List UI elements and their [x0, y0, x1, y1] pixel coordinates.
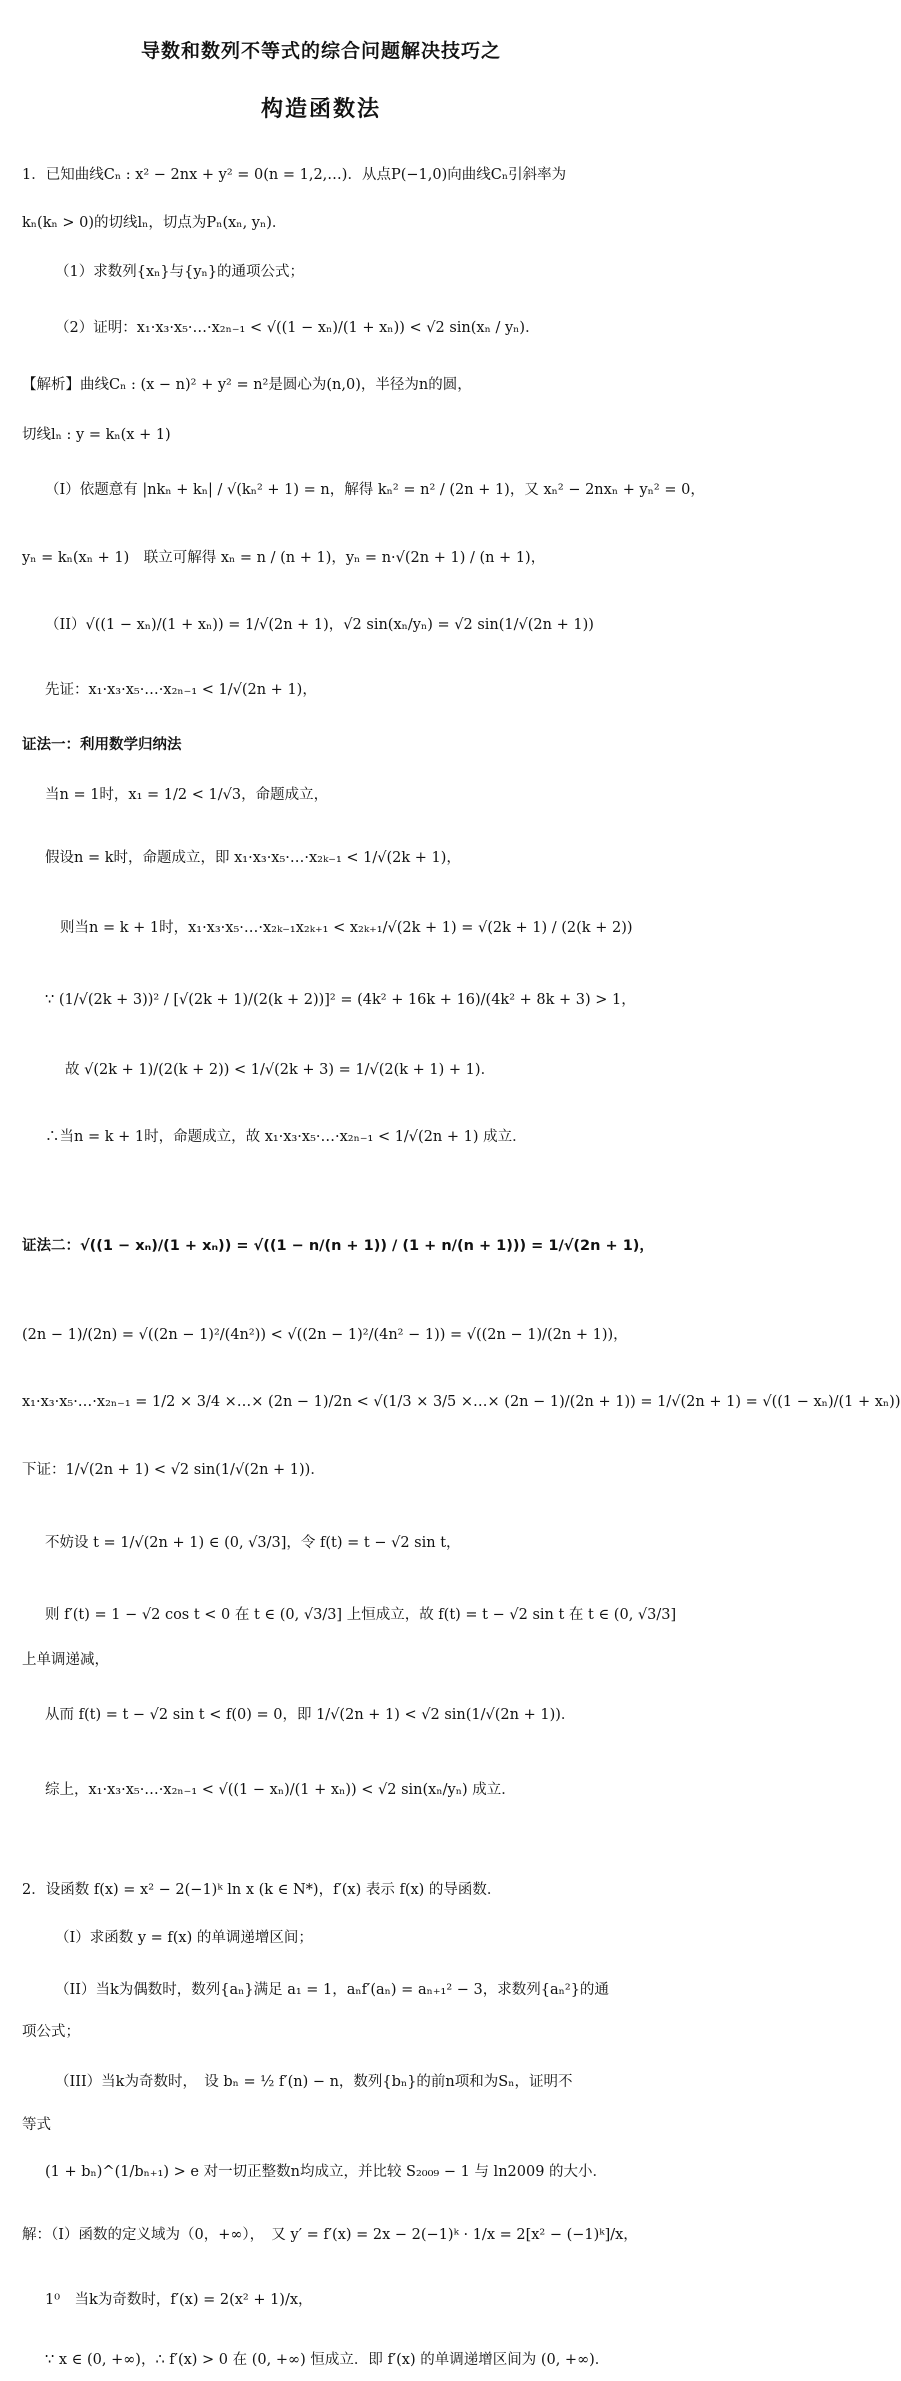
text-line-s1-2: 切线lₙ : y = kₙ(x + 1) [22, 427, 171, 443]
text-line-s2-3: ∵ x ∈ (0, +∞)，∴ f′(x) > 0 在 (0, +∞) 恒成立．即 f′(x) 的单调递增区间为 (0, +∞)． [45, 2352, 610, 2368]
text-line-pf2-4: 不妨设 t = 1/√(2n + 1) ∈ (0, √3/3]，令 f(t) = t − √2 sin t， [45, 1535, 461, 1551]
text-line-p2-3: （II）当k为偶数时，数列{aₙ}满足 a₁ = 1，aₙf′(aₙ) = aₙ₊₁² − 3，求数列{aₙ²}的通 [55, 1982, 609, 1998]
text-line-s1-6: 先证：x₁·x₃·x₅·…·x₂ₙ₋₁ < 1/√(2n + 1)， [45, 682, 317, 698]
text-line-p1-4: （2）证明：x₁·x₃·x₅·…·x₂ₙ₋₁ < √((1 − xₙ)/(1 + xₙ)) < √2 sin(xₙ / yₙ)． [55, 320, 540, 336]
text-line-p2-6: 等式 [22, 2117, 51, 2133]
text-line-p2-7: (1 + bₙ)^(1/bₙ₊₁) > e 对一切正整数n均成立，并比较 S₂₀₀₉ − 1 与 ln2009 的大小． [45, 2164, 608, 2180]
text-line-pf1-4: ∵ (1/√(2k + 3))² / [√(2k + 1)/(2(k + 2))]² = (4k² + 16k + 16)/(4k² + 8k + 3) > 1， [45, 992, 636, 1008]
text-line-pf1-6: ∴当n = k + 1时，命题成立，故 x₁·x₃·x₅·…·x₂ₙ₋₁ < 1/√(2n + 1) 成立． [45, 1129, 527, 1145]
text-line-pf1-3: 则当n = k + 1时，x₁·x₃·x₅·…·x₂ₖ₋₁x₂ₖ₊₁ < x₂ₖ₊₁/√(2k + 1) = √(2k + 1) / (2(k + 2)) [60, 920, 633, 936]
text-line-s1-5: （II）√((1 − xₙ)/(1 + xₙ)) = 1/√(2n + 1)，√2 sin(xₙ/yₙ) = √2 sin(1/√(2n + 1)) [45, 617, 594, 633]
text-line-pf2: 证法二：√((1 − xₙ)/(1 + xₙ)) = √((1 − n/(n + 1)) / (1 + n/(n + 1))) = 1/√(2n + 1)， [22, 1238, 654, 1254]
text-line-pf2-5: 则 f′(t) = 1 − √2 cos t < 0 在 t ∈ (0, √3/3] 上恒成立，故 f(t) = t − √2 sin t 在 t ∈ (0, √3/3] [45, 1607, 677, 1623]
text-line-pf2-8: 综上，x₁·x₃·x₅·…·x₂ₙ₋₁ < √((1 − xₙ)/(1 + xₙ)) < √2 sin(xₙ/yₙ) 成立． [45, 1782, 516, 1798]
text-line-p2-2: （I）求函数 y = f(x) 的单调递增区间； [55, 1930, 313, 1946]
text-line-pf2-1: (2n − 1)/(2n) = √((2n − 1)²/(4n²)) < √((2n − 1)²/(4n² − 1)) = √((2n − 1)/(2n + 1))， [22, 1327, 628, 1343]
text-line-s1-1: 【解析】曲线Cₙ : (x − n)² + y² = n²是圆心为(n,0)，半径为n的圆， [22, 377, 472, 393]
text-line-s1-4: yₙ = kₙ(xₙ + 1) 联立可解得 xₙ = n / (n + 1)，yₙ = n·√(2n + 1) / (n + 1)， [22, 550, 546, 566]
text-line-pf1-1: 当n = 1时，x₁ = 1/2 < 1/√3，命题成立， [45, 787, 329, 803]
text-line-pf1-2: 假设n = k时，命题成立，即 x₁·x₃·x₅·…·x₂ₖ₋₁ < 1/√(2k + 1)， [45, 850, 461, 866]
text-line-s1-3: （I）依题意有 |nkₙ + kₙ| / √(kₙ² + 1) = n，解得 kₙ² = n² / (2n + 1)，又 xₙ² − 2nxₙ + yₙ² = 0， [45, 482, 705, 498]
text-line-pf2-7: 从而 f(t) = t − √2 sin t < f(0) = 0，即 1/√(2n + 1) < √2 sin(1/√(2n + 1))． [45, 1707, 576, 1723]
text-line-p2-1: 2．设函数 f(x) = x² − 2(−1)ᵏ ln x (k ∈ N*)，f′(x) 表示 f(x) 的导函数． [22, 1882, 502, 1898]
document-subtitle: 构造函数法 [260, 97, 381, 122]
text-line-pf1: 证法一：利用数学归纳法 [22, 737, 182, 753]
text-line-pf1-5: 故 √(2k + 1)/(2(k + 2)) < 1/√(2k + 3) = 1/√(2(k + 1) + 1)． [65, 1062, 496, 1078]
text-line-p1-3: （1）求数列{xₙ}与{yₙ}的通项公式； [55, 264, 305, 280]
text-line-p1-1: 1．已知曲线Cₙ : x² − 2nx + y² = 0(n = 1,2,…)．从点P(−1,0)向曲线Cₙ引斜率为 [22, 167, 567, 183]
text-line-p2-5: （III）当k为奇数时， 设 bₙ = ½ f′(n) − n，数列{bₙ}的前n项和为Sₙ，证明不 [55, 2074, 573, 2090]
document-title: 导数和数列不等式的综合问题解决技巧之 [140, 40, 501, 62]
text-line-pf2-6: 上单调递减， [22, 1652, 109, 1668]
text-line-s2-2: 1⁰ 当k为奇数时，f′(x) = 2(x² + 1)/x， [45, 2292, 313, 2308]
text-line-pf2-3: 下证：1/√(2n + 1) < √2 sin(1/√(2n + 1))． [22, 1462, 325, 1478]
text-line-p2-4: 项公式； [22, 2024, 80, 2040]
text-line-pf2-2: x₁·x₃·x₅·…·x₂ₙ₋₁ = 1/2 × 3/4 ×…× (2n − 1)/2n < √(1/3 × 3/5 ×…× (2n − 1)/(2n + 1)) = 1/√(2n + 1) = √((1 − xₙ)/(1 + xₙ)) [22, 1394, 901, 1410]
text-line-p1-2: kₙ(kₙ > 0)的切线lₙ，切点为Pₙ(xₙ, yₙ)． [22, 215, 287, 231]
text-line-s2-1: 解：（I）函数的定义域为（0，+∞）， 又 y′ = f′(x) = 2x − 2(−1)ᵏ · 1/x = 2[x² − (−1)ᵏ]/x， [22, 2227, 638, 2243]
